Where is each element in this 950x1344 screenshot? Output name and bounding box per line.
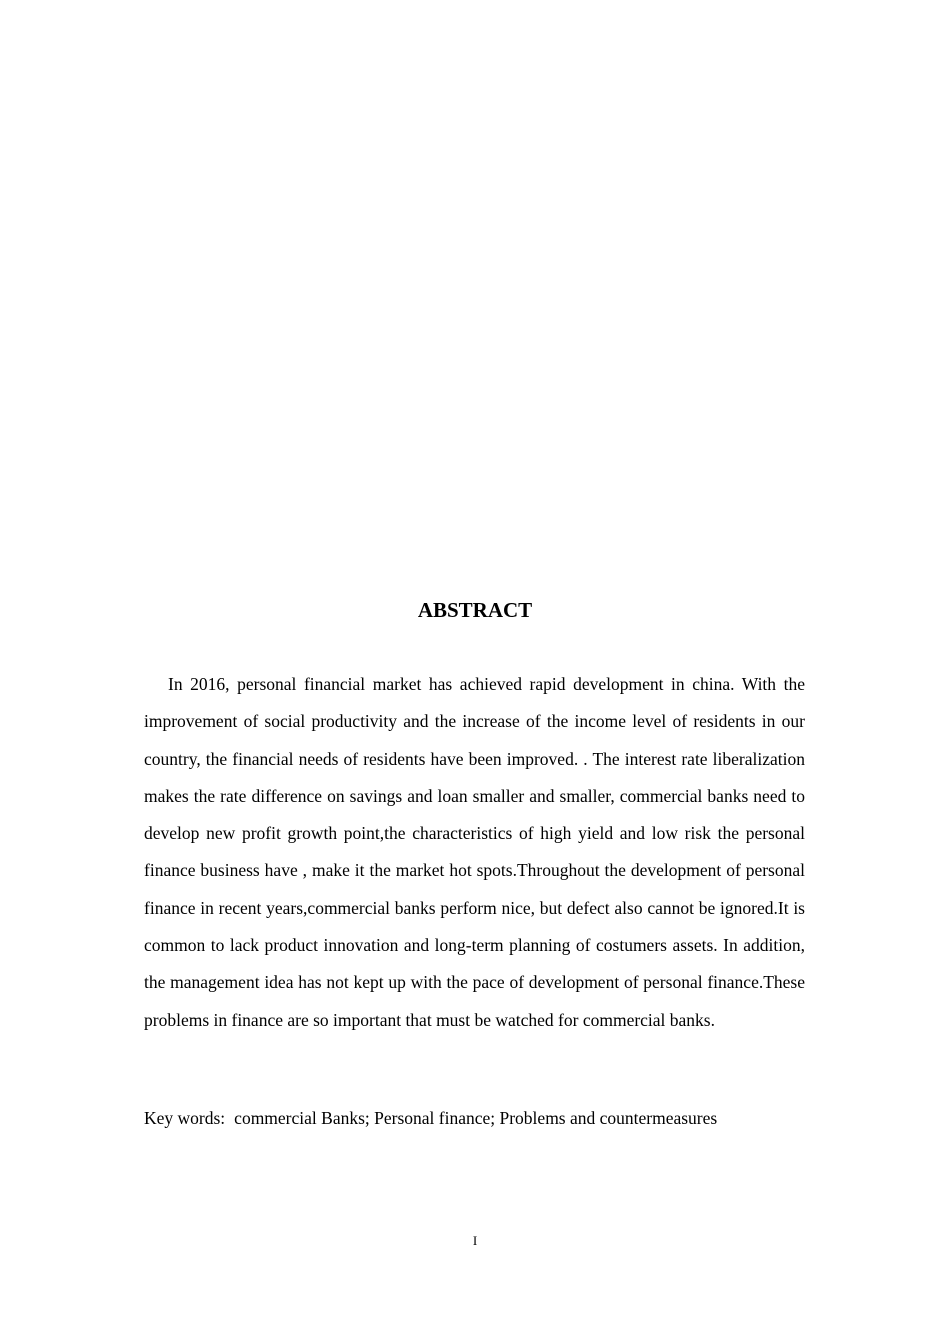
page-number: I	[472, 1233, 478, 1248]
keywords-label: Key words:	[144, 1108, 226, 1128]
keywords-value: commercial Banks; Personal finance; Problems and countermeasures	[234, 1108, 718, 1128]
keywords-line	[144, 1103, 805, 1133]
abstract-heading: ABSTRACT	[417, 598, 533, 622]
abstract-paragraph: In 2016, personal financial market has achieved rapid development in china. With the improvement of social productivity and the increase of the income level of residents in our country, the financial needs of residents have been improved. . The interest rate liberalization makes the rate difference on savings and loan smaller and smaller, commercial banks need to develop new profit growth point,the characteristics of high yield and low risk the personal finance business have , make it the market hot spots.Throughout the development of personal finance in recent years,commercial banks perform nice, but defect also cannot be ignored.It is common to lack product innovation and long-term planning of costumers assets. In addition, the management idea has not kept up with the pace of development of personal finance.These problems in finance are so important that must be watched for commercial banks.	[144, 674, 805, 1030]
